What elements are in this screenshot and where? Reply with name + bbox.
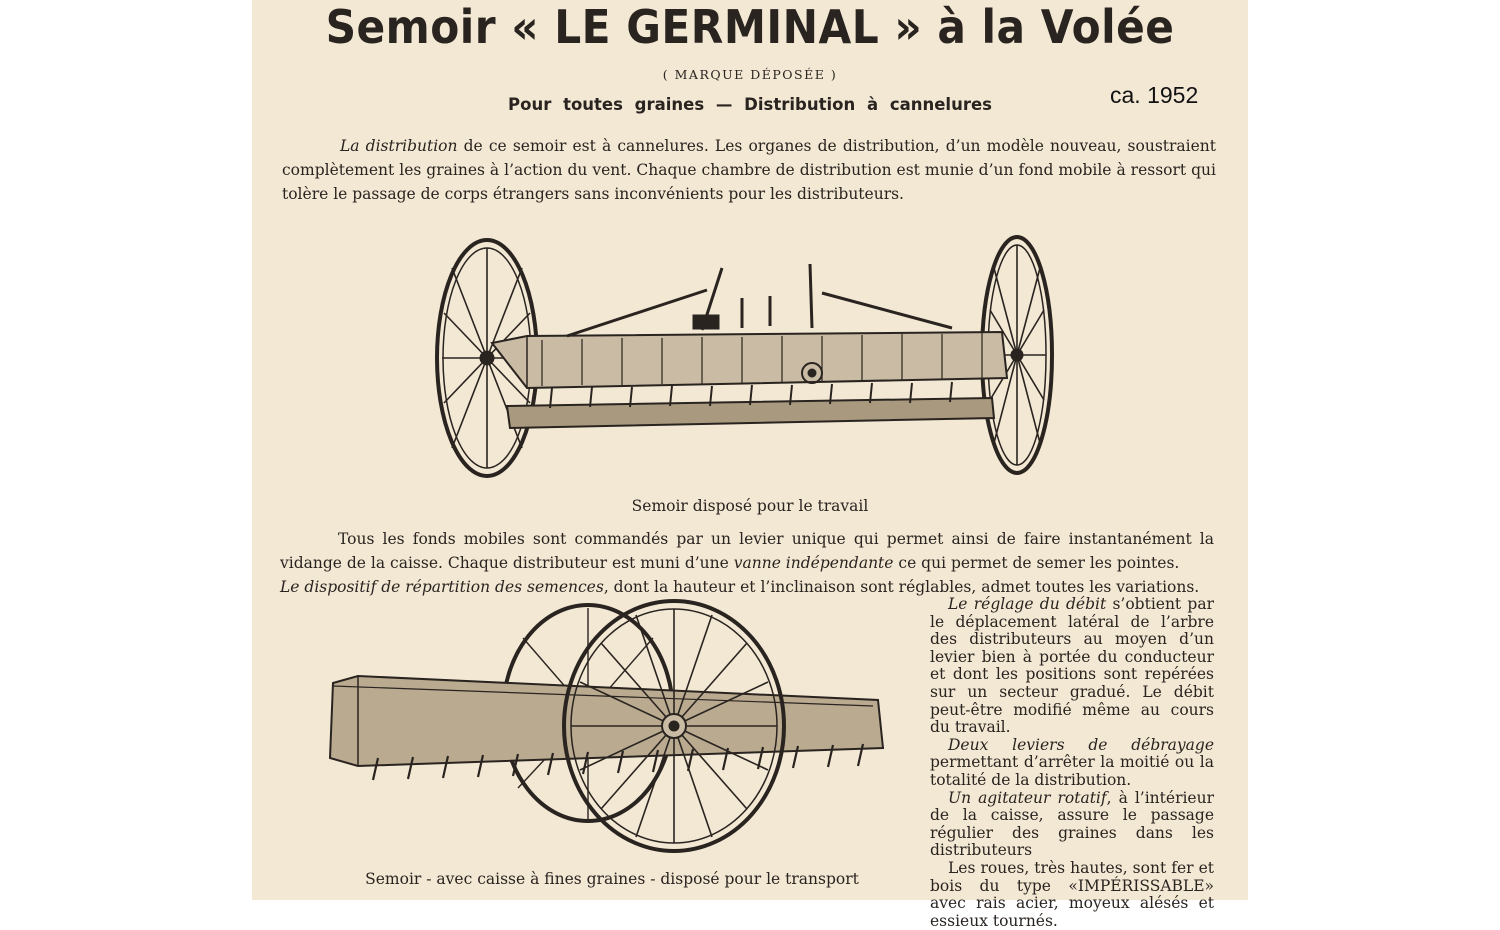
page-title: Semoir « LE GERMINAL » à la Volée bbox=[325, 0, 1175, 54]
middle-text-c: , dont la hauteur et l’inclinaison sont réglables, admet toutes les variations. bbox=[603, 578, 1200, 596]
intro-text: de ce semoir est à cannelures. Les organes de distribution, d’un modèle nouveau, soustraient complètement les graines à l’action du vent. Chaque chambre de distribution est munie d’un fond mobile à ressort qui tolère le passage de corps étrangers sans inconvénients pour les distributeurs. bbox=[282, 137, 1216, 203]
trademark-notice: ( MARQUE DÉPOSÉE ) bbox=[662, 67, 838, 82]
date-label: ca. 1952 bbox=[1110, 82, 1199, 108]
long-seed-box bbox=[330, 676, 883, 780]
front-wheel bbox=[564, 601, 784, 851]
middle-italic-vanne: vanne indépendante bbox=[733, 554, 894, 572]
levers bbox=[567, 264, 952, 336]
side-text-agitateur: , à l’intérieur de la caisse, assure le passage régulier des graines dans les distributeurs bbox=[930, 788, 1214, 860]
middle-text-a: Tous les fonds mobiles sont commandés par un levier unique qui permet ainsi de faire instantanément la vidange de la caisse. Chaque distributeur est muni d’une bbox=[280, 530, 1214, 572]
side-column bbox=[930, 596, 1214, 930]
catalog-page bbox=[252, 0, 1248, 930]
middle-text-b: ce qui permet de semer les pointes. bbox=[893, 554, 1180, 572]
subtitle: Pour toutes graines — Distribution à cannelures bbox=[508, 95, 992, 114]
intro-italic: La distribution bbox=[340, 137, 458, 155]
seed-box bbox=[492, 332, 1007, 428]
seeder-transport-illustration bbox=[318, 598, 898, 868]
side-text-reglage: s’obtient par le déplacement latéral de l’arbre des distributeurs au moyen d’un levier bien à portée du conducteur et dont les positions sont repérées sur un secteur gradué. Le débit peut-être modifié même au cours du travail. bbox=[930, 595, 1215, 737]
middle-paragraph bbox=[280, 527, 1214, 599]
caption-working: Semoir disposé pour le travail bbox=[631, 497, 869, 515]
side-italic-reglage: Le réglage du débit bbox=[948, 595, 1107, 613]
caption-transport: Semoir - avec caisse à fines graines - disposé pour le transport bbox=[365, 870, 859, 888]
side-italic-leviers: Deux leviers de débrayage bbox=[948, 735, 1214, 754]
side-text-roues: Les roues, très hautes, sont fer et bois du type «IMPÉRISSABLE» avec rais acier, moyeux alésés et essieux tournés. bbox=[930, 858, 1214, 930]
seeder-working-illustration bbox=[432, 228, 1072, 488]
middle-italic-dispositif: Le dispositif de répartition des semences bbox=[280, 578, 604, 596]
side-italic-agitateur: Un agitateur rotatif bbox=[948, 788, 1107, 807]
side-text-leviers: permettant d’arrêter la moitié ou la totalité de la distribution. bbox=[930, 753, 1214, 789]
intro-paragraph bbox=[282, 134, 1216, 206]
